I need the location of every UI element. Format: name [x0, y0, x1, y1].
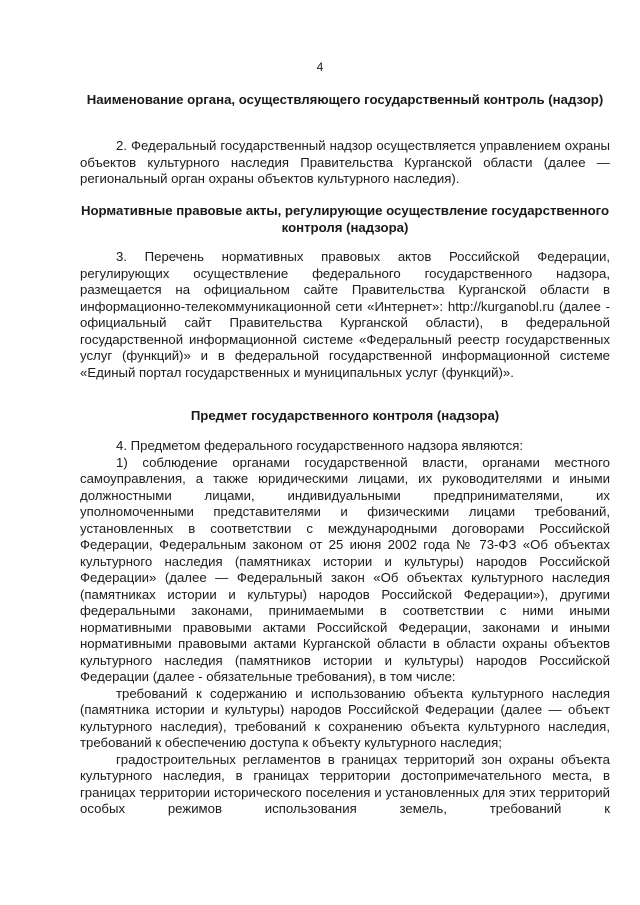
- paragraph: градостроительных регламентов в границах территорий зон охраны объекта культурного наследия, в границах территории достопримечательного места, в границах территории исторического поселения и установленных для этих территорий особых режимов использования земель, требований к: [80, 751, 610, 816]
- section-heading-authority: Наименование органа, осуществляющего государственный контроль (надзор): [86, 92, 604, 107]
- paragraph: 3. Перечень нормативных правовых актов Российской Федерации, регулирующих осуществление федерального государственного надзора, размещается на официальном сайте Правительства Курганской области в информационно-телекоммуникационной сети «Интернет»: http://kurganobl.ru (далее - официальный сайт Правительства Курганской области), в федеральной государственной информационной системе «Федеральный реестр государственных услуг (функций)» и в федеральной государственной информационной системе «Единый портал государственных и муниципальных услуг (функций)».: [80, 249, 610, 380]
- paragraph: требований к содержанию и использованию объекта культурного наследия (памятника истории и культуры) народов Российской Федерации (далее — объект культурного наследия), требований к сохранению объекта культурного наследия, требований к обеспечению доступа к объекту культурного наследия;: [80, 685, 610, 750]
- paragraph: 4. Предметом федерального государственного надзора являются:: [116, 438, 524, 453]
- page-number: 4: [316, 60, 324, 74]
- section-body-legal-acts: [80, 249, 610, 381]
- paragraph: 2. Федеральный государственный надзор осуществляется управлением охраны объектов культурного наследия Правительства Курганской области (далее — региональный орган охраны объектов культурного наследия).: [80, 138, 610, 186]
- section-heading-subject: Предмет государственного контроля (надзора): [190, 408, 500, 423]
- section-body-subject: [80, 438, 610, 818]
- section-body-authority: [80, 138, 610, 188]
- section-heading-legal-acts: Нормативные правовые акты, регулирующие осуществление государственного контроля (надзора): [80, 203, 610, 235]
- paragraph: 1) соблюдение органами государственной власти, органами местного самоуправления, а также юридическими лицами, их руководителями и иными должностными лицами, индивидуальными предпринимателями, их уполномоченными представителями и физическими лицами требований, установленных в соответствии с международными договорами Российской Федерации, Федеральным законом от 25 июня 2002 года № 73-ФЗ «Об объектах культурного наследия (памятниках истории и культуры) народов Российской Федерации» (далее — Федеральный закон «Об объектах культурного наследия (памятниках истории и культуры) народов Российской Федерации»), другими федеральными законами, принимаемыми в соответствии с ними иными нормативными правовыми актами Российской Федерации, законами и иными нормативными правовыми актами Курганской области в области охраны объектов культурного наследия (памятников истории и культуры) народов Российской Федерации (далее - обязательные требования), в том числе:: [80, 454, 610, 684]
